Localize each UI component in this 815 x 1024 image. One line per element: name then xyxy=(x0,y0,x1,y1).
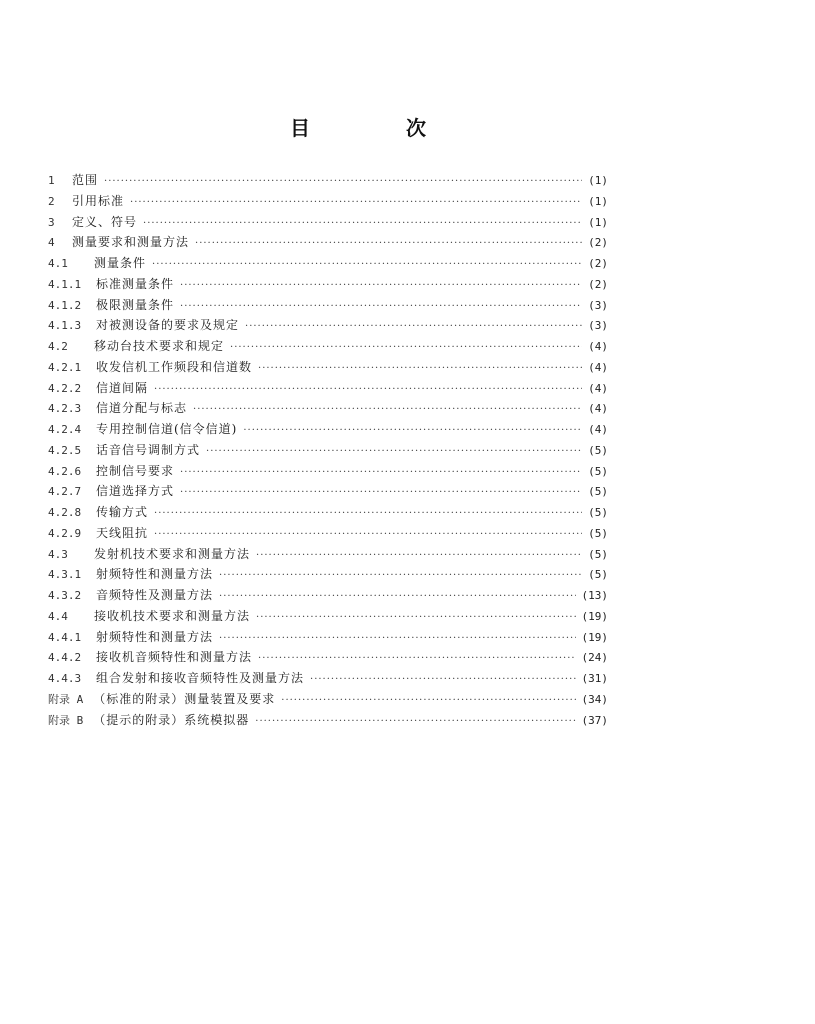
toc-entry-page: (5) xyxy=(588,443,608,457)
toc-entry-page: (1) xyxy=(588,194,608,208)
toc-entry-page: (5) xyxy=(588,547,608,561)
toc-entry-number: 4.2 xyxy=(48,340,68,353)
toc-leader-dots xyxy=(255,712,575,733)
toc-entry[interactable] xyxy=(48,253,608,274)
toc-leader-dots xyxy=(230,338,582,359)
toc-entry-page: (1) xyxy=(588,174,608,187)
toc-entry-number: 1 xyxy=(48,174,55,187)
toc-entry-number: 4.4.2 xyxy=(48,651,82,665)
toc-entry-number: 4.2.8 xyxy=(48,506,82,519)
toc-entry-title: 组合发射和接收音频特性及测量方法 xyxy=(96,671,305,685)
toc-leader-dots xyxy=(256,546,582,567)
toc-entry-number: 4.2.3 xyxy=(48,402,82,416)
toc-entry-page: (4) xyxy=(588,381,608,395)
toc-entry[interactable] xyxy=(48,502,608,523)
toc-entry[interactable] xyxy=(48,523,608,544)
toc-entry[interactable] xyxy=(48,668,608,689)
toc-entry-number: 4.1.2 xyxy=(48,298,82,312)
toc-entry-title: 收发信机工作频段和信道数 xyxy=(96,359,253,374)
toc-entry-title: 信道分配与标志 xyxy=(96,401,188,416)
toc-entry-title: 控制信号要求 xyxy=(96,463,175,478)
toc-leader-dots xyxy=(281,691,575,712)
toc-entry[interactable] xyxy=(48,627,608,648)
toc-entry-page: (31) xyxy=(581,672,608,685)
toc-entry-title: 专用控制信道(信令信道) xyxy=(96,422,238,436)
toc-entry[interactable] xyxy=(48,315,608,336)
toc-entry-number: 4.1.3 xyxy=(48,319,82,333)
toc-leader-dots xyxy=(219,566,582,587)
toc-entry-page: (2) xyxy=(588,236,608,250)
toc-entry[interactable] xyxy=(48,274,608,295)
toc-leader-dots xyxy=(180,276,582,297)
toc-entry-number: 4.2.5 xyxy=(48,443,82,457)
toc-entry-page: (2) xyxy=(588,257,608,270)
toc-entry[interactable] xyxy=(48,647,608,668)
toc-entry-page: (4) xyxy=(588,402,608,416)
toc-entry[interactable] xyxy=(48,606,608,627)
toc-entry[interactable] xyxy=(48,585,608,606)
toc-leader-dots xyxy=(219,587,575,608)
toc-leader-dots xyxy=(130,193,582,214)
toc-entry-number: 4.2.6 xyxy=(48,464,82,478)
toc-entry-title: 天线阻抗 xyxy=(96,525,149,540)
toc-entry-title: 测量要求和测量方法 xyxy=(72,235,190,250)
toc-entry-title: 测量条件 xyxy=(94,256,147,270)
toc-entry-number: 4.2.7 xyxy=(48,485,82,499)
toc-entry-number: 4.3.2 xyxy=(48,589,82,602)
toc-leader-dots xyxy=(245,317,582,338)
toc-entry-number: 4.3.1 xyxy=(48,568,82,582)
toc-entry-title: 引用标准 xyxy=(72,193,125,208)
toc-entry[interactable] xyxy=(48,336,608,357)
toc-entry-page: (24) xyxy=(581,651,608,665)
toc-leader-dots xyxy=(258,359,582,380)
toc-entry-title: 接收机音频特性和测量方法 xyxy=(96,650,253,665)
toc-entry-page: (4) xyxy=(588,360,608,374)
toc-entry-title: 接收机技术要求和测量方法 xyxy=(94,608,251,623)
toc-leader-dots xyxy=(180,297,582,318)
toc-entry-number: 4.4 xyxy=(48,609,68,623)
toc-entry[interactable] xyxy=(48,544,608,565)
toc-entry-title: 话音信号调制方式 xyxy=(96,442,201,457)
toc-entry-page: (19) xyxy=(581,630,608,644)
toc-entry-title: 信道选择方式 xyxy=(96,484,175,499)
toc-entry-page: (19) xyxy=(581,609,608,623)
toc-entry-number: 4.4.1 xyxy=(48,630,82,644)
toc-leader-dots xyxy=(104,172,582,193)
toc-entry[interactable] xyxy=(48,419,608,440)
toc-entry-title: 射频特性和测量方法 xyxy=(96,567,214,582)
toc-entry-number: 3 xyxy=(48,215,55,229)
toc-leader-dots xyxy=(258,649,575,670)
toc-entry-number: 4.1 xyxy=(48,257,68,270)
toc-entry-title: 音频特性及测量方法 xyxy=(96,588,214,602)
toc-entry-title: 范围 xyxy=(72,173,99,187)
toc-entry[interactable] xyxy=(48,398,608,419)
toc-entry-number: 附录 B xyxy=(48,713,84,727)
toc-leader-dots xyxy=(154,525,582,546)
toc-entry-title: 极限测量条件 xyxy=(96,297,175,312)
toc-entry-title: 对被测设备的要求及规定 xyxy=(96,318,240,333)
toc-entry[interactable] xyxy=(48,710,608,731)
toc-entry-title: 射频特性和测量方法 xyxy=(96,629,214,644)
toc-entry[interactable] xyxy=(48,378,608,399)
toc-leader-dots xyxy=(219,629,575,650)
toc-leader-dots xyxy=(206,442,582,463)
toc-title: 目 次 xyxy=(290,116,464,140)
toc-entry-page: (5) xyxy=(588,526,608,540)
toc-entry[interactable] xyxy=(48,295,608,316)
toc-entry-title: 发射机技术要求和测量方法 xyxy=(94,546,251,561)
toc-entry-title: 传输方式 xyxy=(96,505,149,519)
toc-entry-page: (4) xyxy=(588,340,608,353)
toc-entry-page: (2) xyxy=(588,277,608,291)
toc-leader-dots xyxy=(193,400,582,421)
toc-leader-dots xyxy=(180,463,582,484)
toc-entry-title: 信道间隔 xyxy=(96,380,149,395)
toc-entry-page: (3) xyxy=(588,298,608,312)
toc-entry[interactable] xyxy=(48,357,608,378)
toc-entry-number: 4.3 xyxy=(48,547,68,561)
toc-entry[interactable] xyxy=(48,440,608,461)
toc-entry-page: (13) xyxy=(581,589,608,602)
toc-entry[interactable] xyxy=(48,461,608,482)
toc-entry-page: (4) xyxy=(588,423,608,436)
toc-entry-page: (5) xyxy=(588,568,608,582)
toc-entry-number: 4.1.1 xyxy=(48,277,82,291)
toc-entry-page: (37) xyxy=(581,713,608,727)
toc-entry[interactable] xyxy=(48,191,608,212)
toc-entry-title: 标准测量条件 xyxy=(96,276,175,291)
toc-entry[interactable] xyxy=(48,564,608,585)
toc-list xyxy=(48,170,608,730)
toc-entry-number: 4.2.2 xyxy=(48,381,82,395)
toc-entry-number: 4.4.3 xyxy=(48,672,82,685)
toc-entry[interactable] xyxy=(48,481,608,502)
toc-leader-dots xyxy=(243,421,582,442)
toc-entry-number: 附录 A xyxy=(48,692,84,706)
toc-entry-title: （提示的附录）系统模拟器 xyxy=(93,712,250,727)
toc-entry-title: 移动台技术要求和规定 xyxy=(94,339,225,353)
toc-entry-number: 4.2.1 xyxy=(48,360,82,374)
toc-entry-number: 2 xyxy=(48,194,55,208)
toc-entry[interactable] xyxy=(48,689,608,710)
toc-entry[interactable] xyxy=(48,232,608,253)
toc-entry-number: 4.2.9 xyxy=(48,526,82,540)
toc-entry-page: (1) xyxy=(588,215,608,229)
toc-entry-title: 定义、符号 xyxy=(72,214,138,229)
toc-entry-page: (3) xyxy=(588,319,608,333)
toc-leader-dots xyxy=(256,608,575,629)
toc-entry-page: (5) xyxy=(588,485,608,499)
toc-entry-page: (5) xyxy=(588,464,608,478)
toc-leader-dots xyxy=(310,670,575,691)
toc-entry-number: 4.2.4 xyxy=(48,423,82,436)
toc-entry-page: (5) xyxy=(588,506,608,519)
toc-leader-dots xyxy=(154,380,582,401)
toc-entry[interactable] xyxy=(48,170,608,191)
toc-leader-dots xyxy=(143,214,582,235)
toc-entry-page: (34) xyxy=(581,692,608,706)
toc-entry-number: 4 xyxy=(48,236,55,250)
toc-leader-dots xyxy=(152,255,582,276)
toc-leader-dots xyxy=(154,504,582,525)
toc-leader-dots xyxy=(195,234,582,255)
toc-entry[interactable] xyxy=(48,212,608,233)
toc-leader-dots xyxy=(180,483,582,504)
toc-entry-title: （标准的附录）测量装置及要求 xyxy=(93,691,276,706)
